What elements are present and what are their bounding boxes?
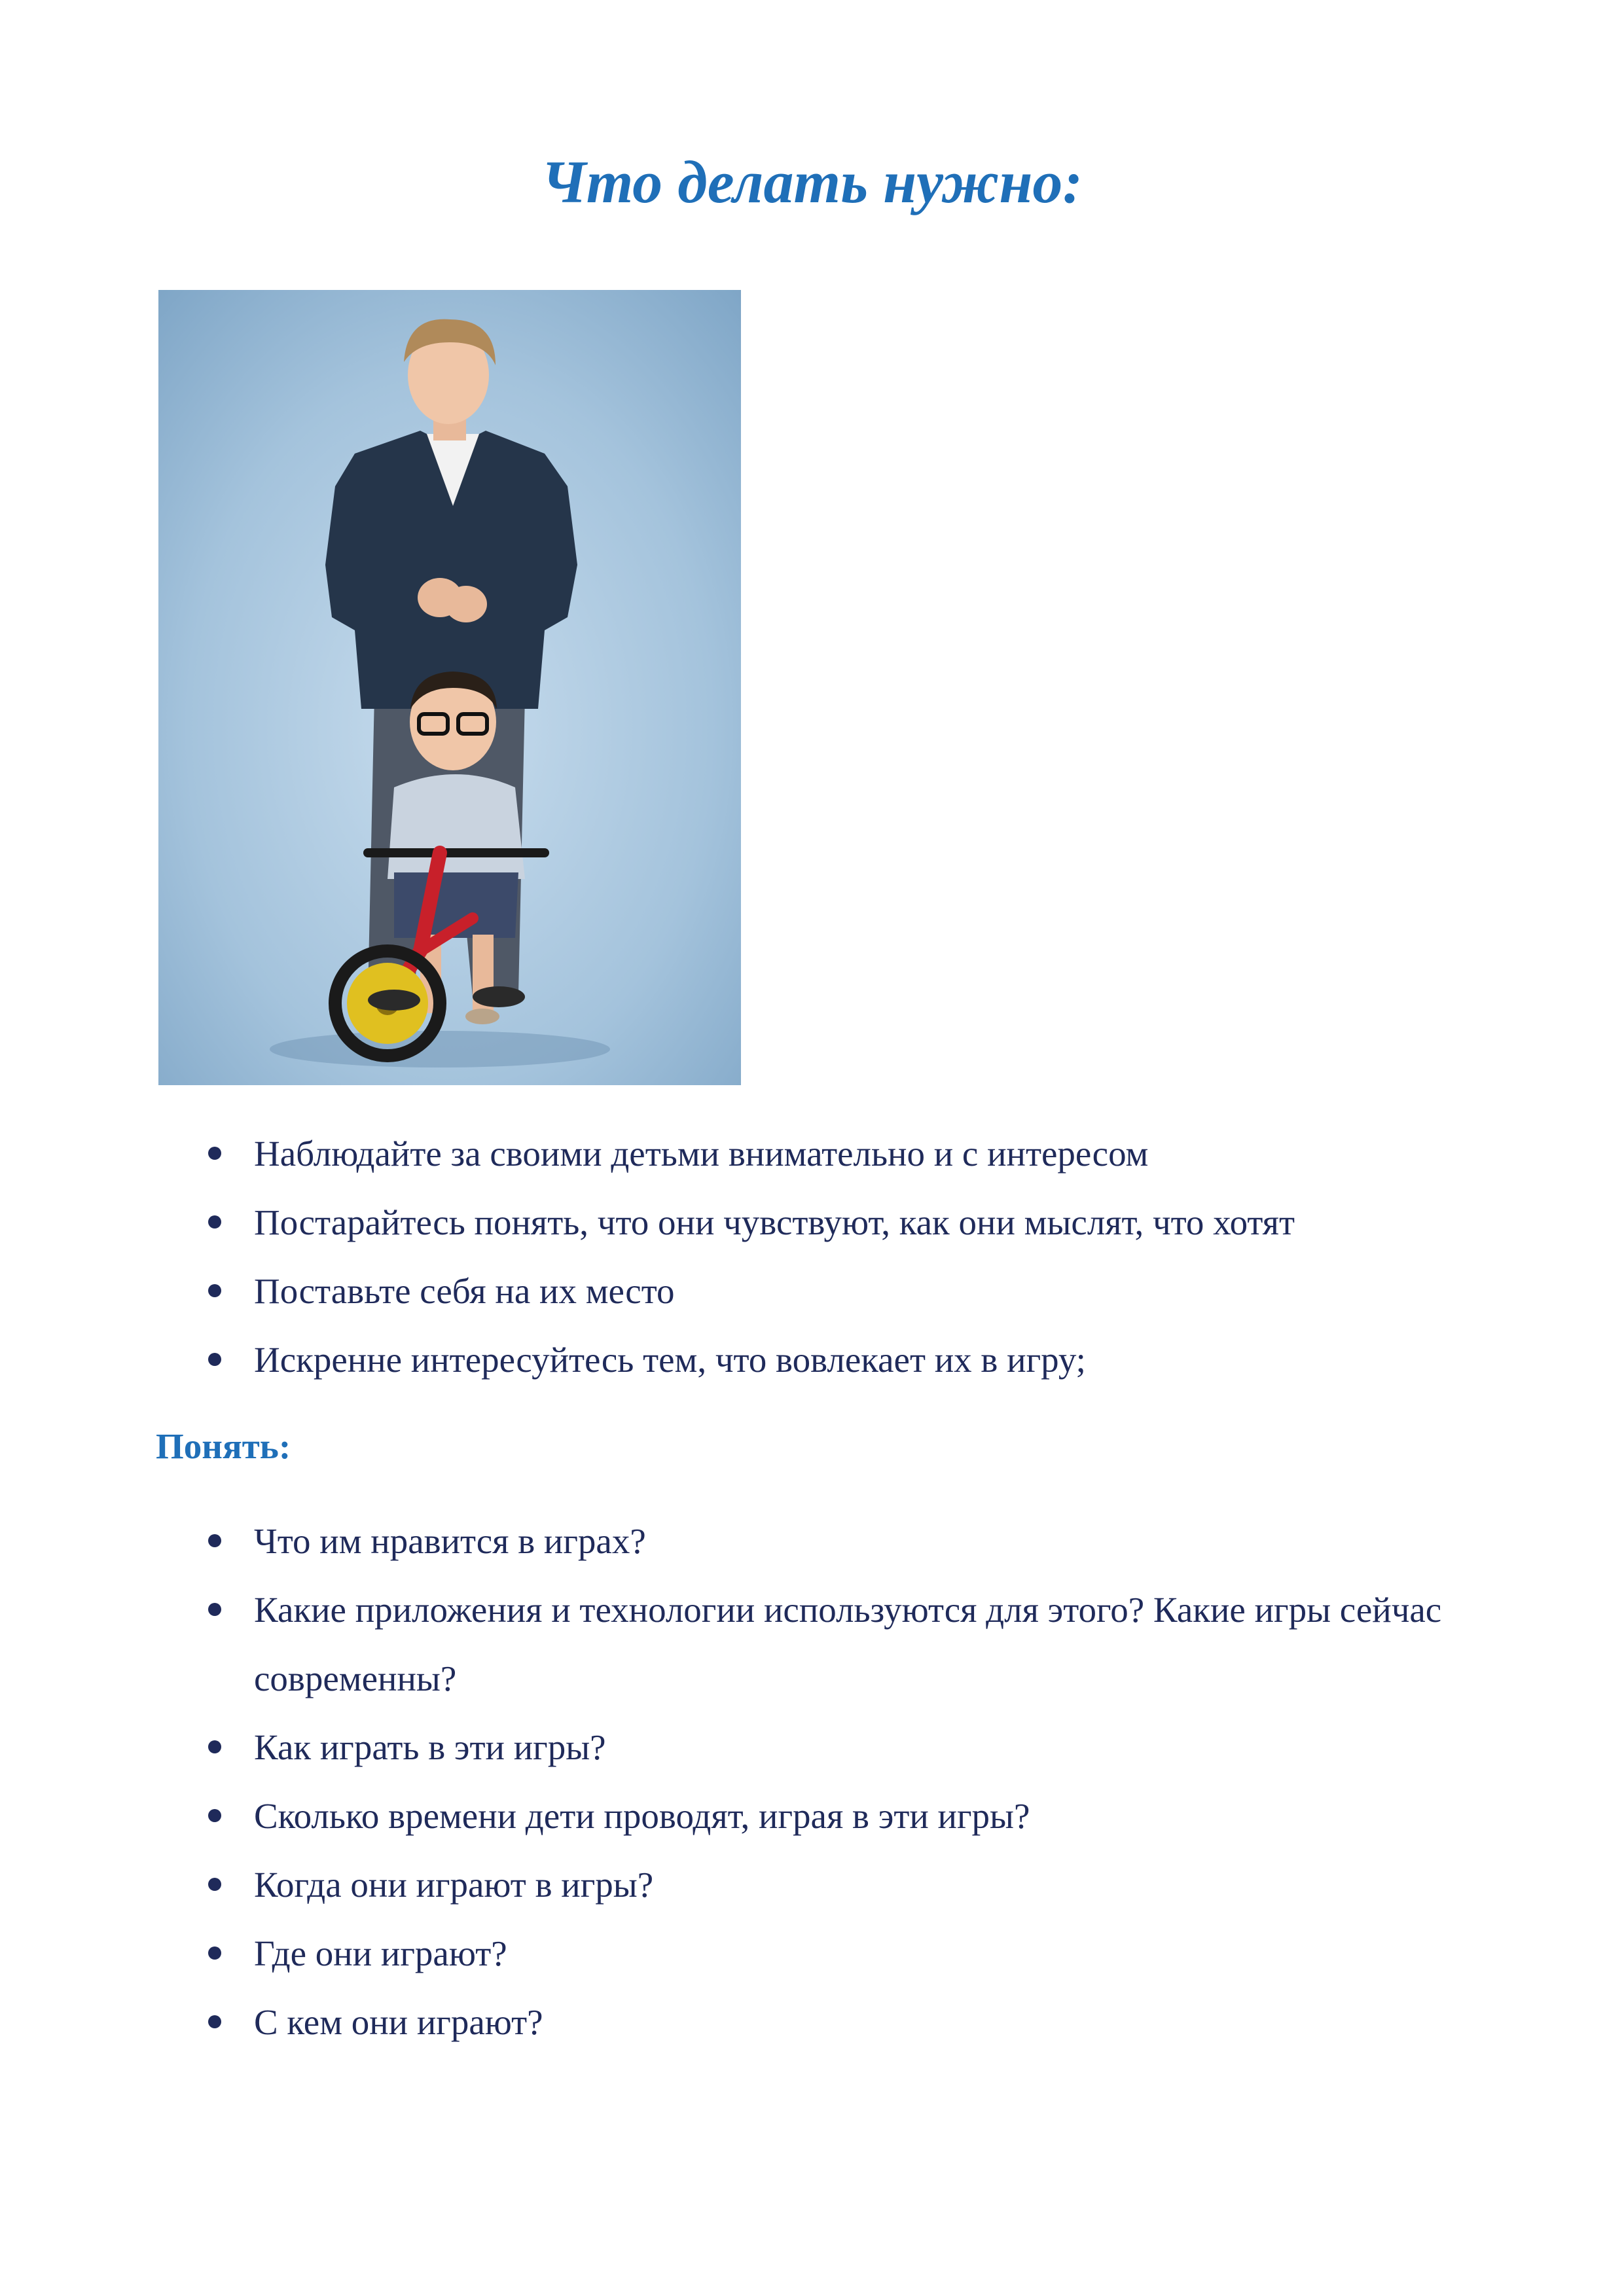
bullet-icon [208,1353,221,1366]
floor-shadow [270,1031,610,1067]
bullet-icon [208,1147,221,1160]
list-item [203,1188,1498,1257]
section-heading: Понять: [156,1426,291,1466]
page-title: Что делать нужно: [541,149,1083,215]
list-item-text: Какие приложения и технологии используются для этого? Какие игры сейчас современны? [254,1590,1442,1698]
recommendations-list [203,1119,1498,1394]
bullet-icon [208,1534,221,1547]
bullet-icon [208,1603,221,1616]
list-item-text: Где они играют? [254,1933,507,1973]
list-item [203,1713,1498,1782]
list-item [203,1988,1498,2056]
list-item-text: Что им нравится в играх? [254,1521,646,1561]
list-item [203,1325,1498,1394]
older-boy-shoe-right [473,986,525,1007]
bullet-icon [208,1809,221,1822]
younger-boy-shirt [388,774,525,879]
bullet-icon [208,1740,221,1753]
list-item-text: С кем они играют? [254,2002,543,2042]
list-item-text: Когда они играют в игры? [254,1865,654,1905]
list-item-text: Как играть в эти игры? [254,1727,606,1767]
list-item [203,1919,1498,1988]
list-item-text: Постарайтесь понять, что они чувствуют, как они мыслят, что хотят [254,1202,1295,1242]
list-item [203,1507,1498,1575]
list-item-text: Наблюдайте за своими детьми внимательно и с интересом [254,1134,1149,1174]
list-item-text: Сколько времени дети проводят, играя в эти игры? [254,1796,1030,1836]
questions-list [203,1507,1498,2056]
older-boy-shoe-left [368,990,420,1011]
bullet-icon [208,1284,221,1297]
photo-illustration [158,290,741,1085]
list-item [203,1119,1498,1188]
bullet-icon [208,2015,221,2028]
bullet-icon [208,1946,221,1960]
older-boy-hands-2 [445,586,487,622]
younger-boy-sandal [465,1009,499,1024]
bullet-icon [208,1215,221,1229]
bullet-icon [208,1878,221,1891]
list-item [203,1575,1498,1713]
photo-two-children-icon [158,290,741,1085]
list-item [203,1782,1498,1850]
list-item-text: Искренне интересуйтесь тем, что вовлекает их в игру; [254,1340,1086,1380]
list-item [203,1257,1498,1325]
list-item [203,1850,1498,1919]
list-item-text: Поставьте себя на их место [254,1271,675,1311]
